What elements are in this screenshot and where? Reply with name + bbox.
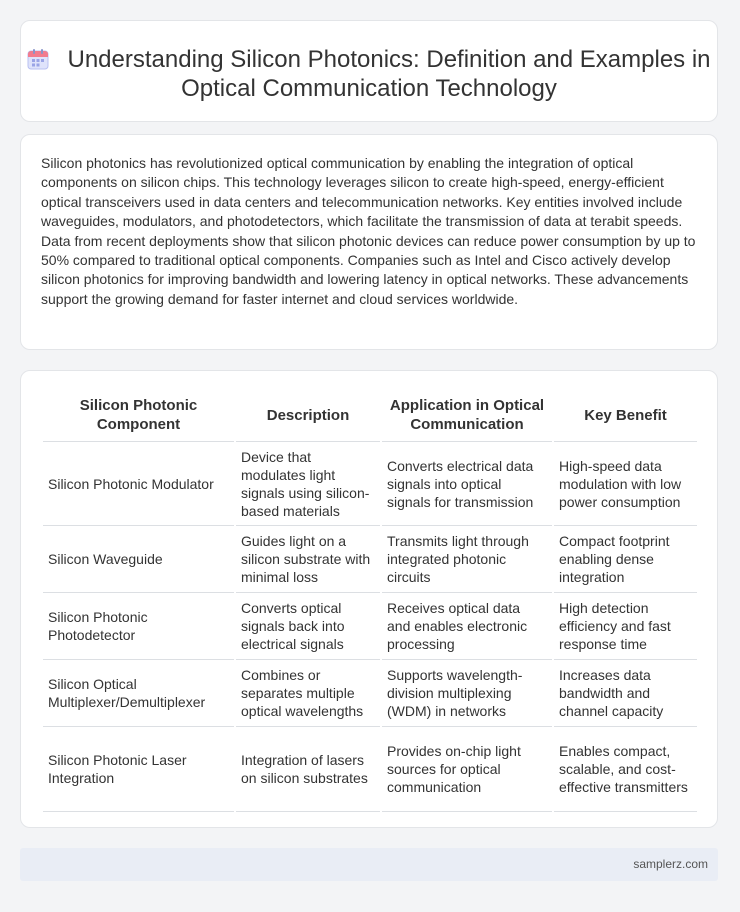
table-cell: Supports wavelength-division multiplexing (WDM) in networks — [382, 660, 552, 727]
table-card — [20, 370, 718, 828]
title-text: Understanding Silicon Photonics: Definition and Examples in Optical Communication Technology — [67, 46, 711, 102]
table-row — [43, 526, 697, 593]
table-row — [43, 727, 697, 812]
table-cell: High detection efficiency and fast response time — [554, 593, 697, 660]
table-cell: Increases data bandwidth and channel capacity — [554, 660, 697, 727]
table-cell: Silicon Photonic Laser Integration — [43, 727, 234, 812]
table-cell: Device that modulates light signals using silicon-based materials — [236, 442, 380, 526]
table-cell: Converts optical signals back into electrical signals — [236, 593, 380, 660]
title-card — [20, 20, 718, 122]
components-table — [41, 389, 699, 812]
column-header: Key Benefit — [554, 389, 697, 442]
table-cell: Silicon Photonic Modulator — [43, 442, 234, 526]
table-header-row — [43, 389, 697, 442]
table-cell: Integration of lasers on silicon substrates — [236, 727, 380, 812]
intro-paragraph: Silicon photonics has revolutionized optical communication by enabling the integration of optical components on silicon chips. This technology leverages silicon to create high-speed, energy-efficient optical transceivers used in data centers and telecommunication networks. Key entities involved include waveguides, modulators, and photodetectors, which facilitate the transmission of data at terabit speeds. Data from recent deployments show that silicon photonic devices can reduce power consumption by up to 50% compared to traditional optical components. Companies such as Intel and Cisco actively develop silicon photonics for improving bandwidth and lowering latency in optical networks. These advancements support the growing demand for faster internet and cloud services worldwide. — [41, 155, 696, 307]
table-cell: Transmits light through integrated photonic circuits — [382, 526, 552, 593]
table-cell: Silicon Photonic Photodetector — [43, 593, 234, 660]
table-cell: Combines or separates multiple optical wavelengths — [236, 660, 380, 727]
table-cell: Guides light on a silicon substrate with minimal loss — [236, 526, 380, 593]
footer — [20, 848, 718, 881]
table-row — [43, 593, 697, 660]
table-cell: Provides on-chip light sources for optical communication — [382, 727, 552, 812]
footer-site-link[interactable]: samplerz.com — [633, 857, 708, 871]
table-row — [43, 442, 697, 526]
table-cell: High-speed data modulation with low power consumption — [554, 442, 697, 526]
table-cell: Converts electrical data signals into optical signals for transmission — [382, 442, 552, 526]
table-cell: Enables compact, scalable, and cost-effective transmitters — [554, 727, 697, 812]
table-cell: Receives optical data and enables electronic processing — [382, 593, 552, 660]
table-cell: Silicon Waveguide — [43, 526, 234, 593]
table-cell: Silicon Optical Multiplexer/Demultiplexer — [43, 660, 234, 727]
page-title — [21, 45, 717, 103]
table-row — [43, 660, 697, 727]
column-header: Silicon Photonic Component — [43, 389, 234, 442]
column-header: Description — [236, 389, 380, 442]
calendar-icon — [27, 48, 49, 70]
intro-card — [20, 134, 718, 350]
column-header: Application in Optical Communication — [382, 389, 552, 442]
table-cell: Compact footprint enabling dense integration — [554, 526, 697, 593]
